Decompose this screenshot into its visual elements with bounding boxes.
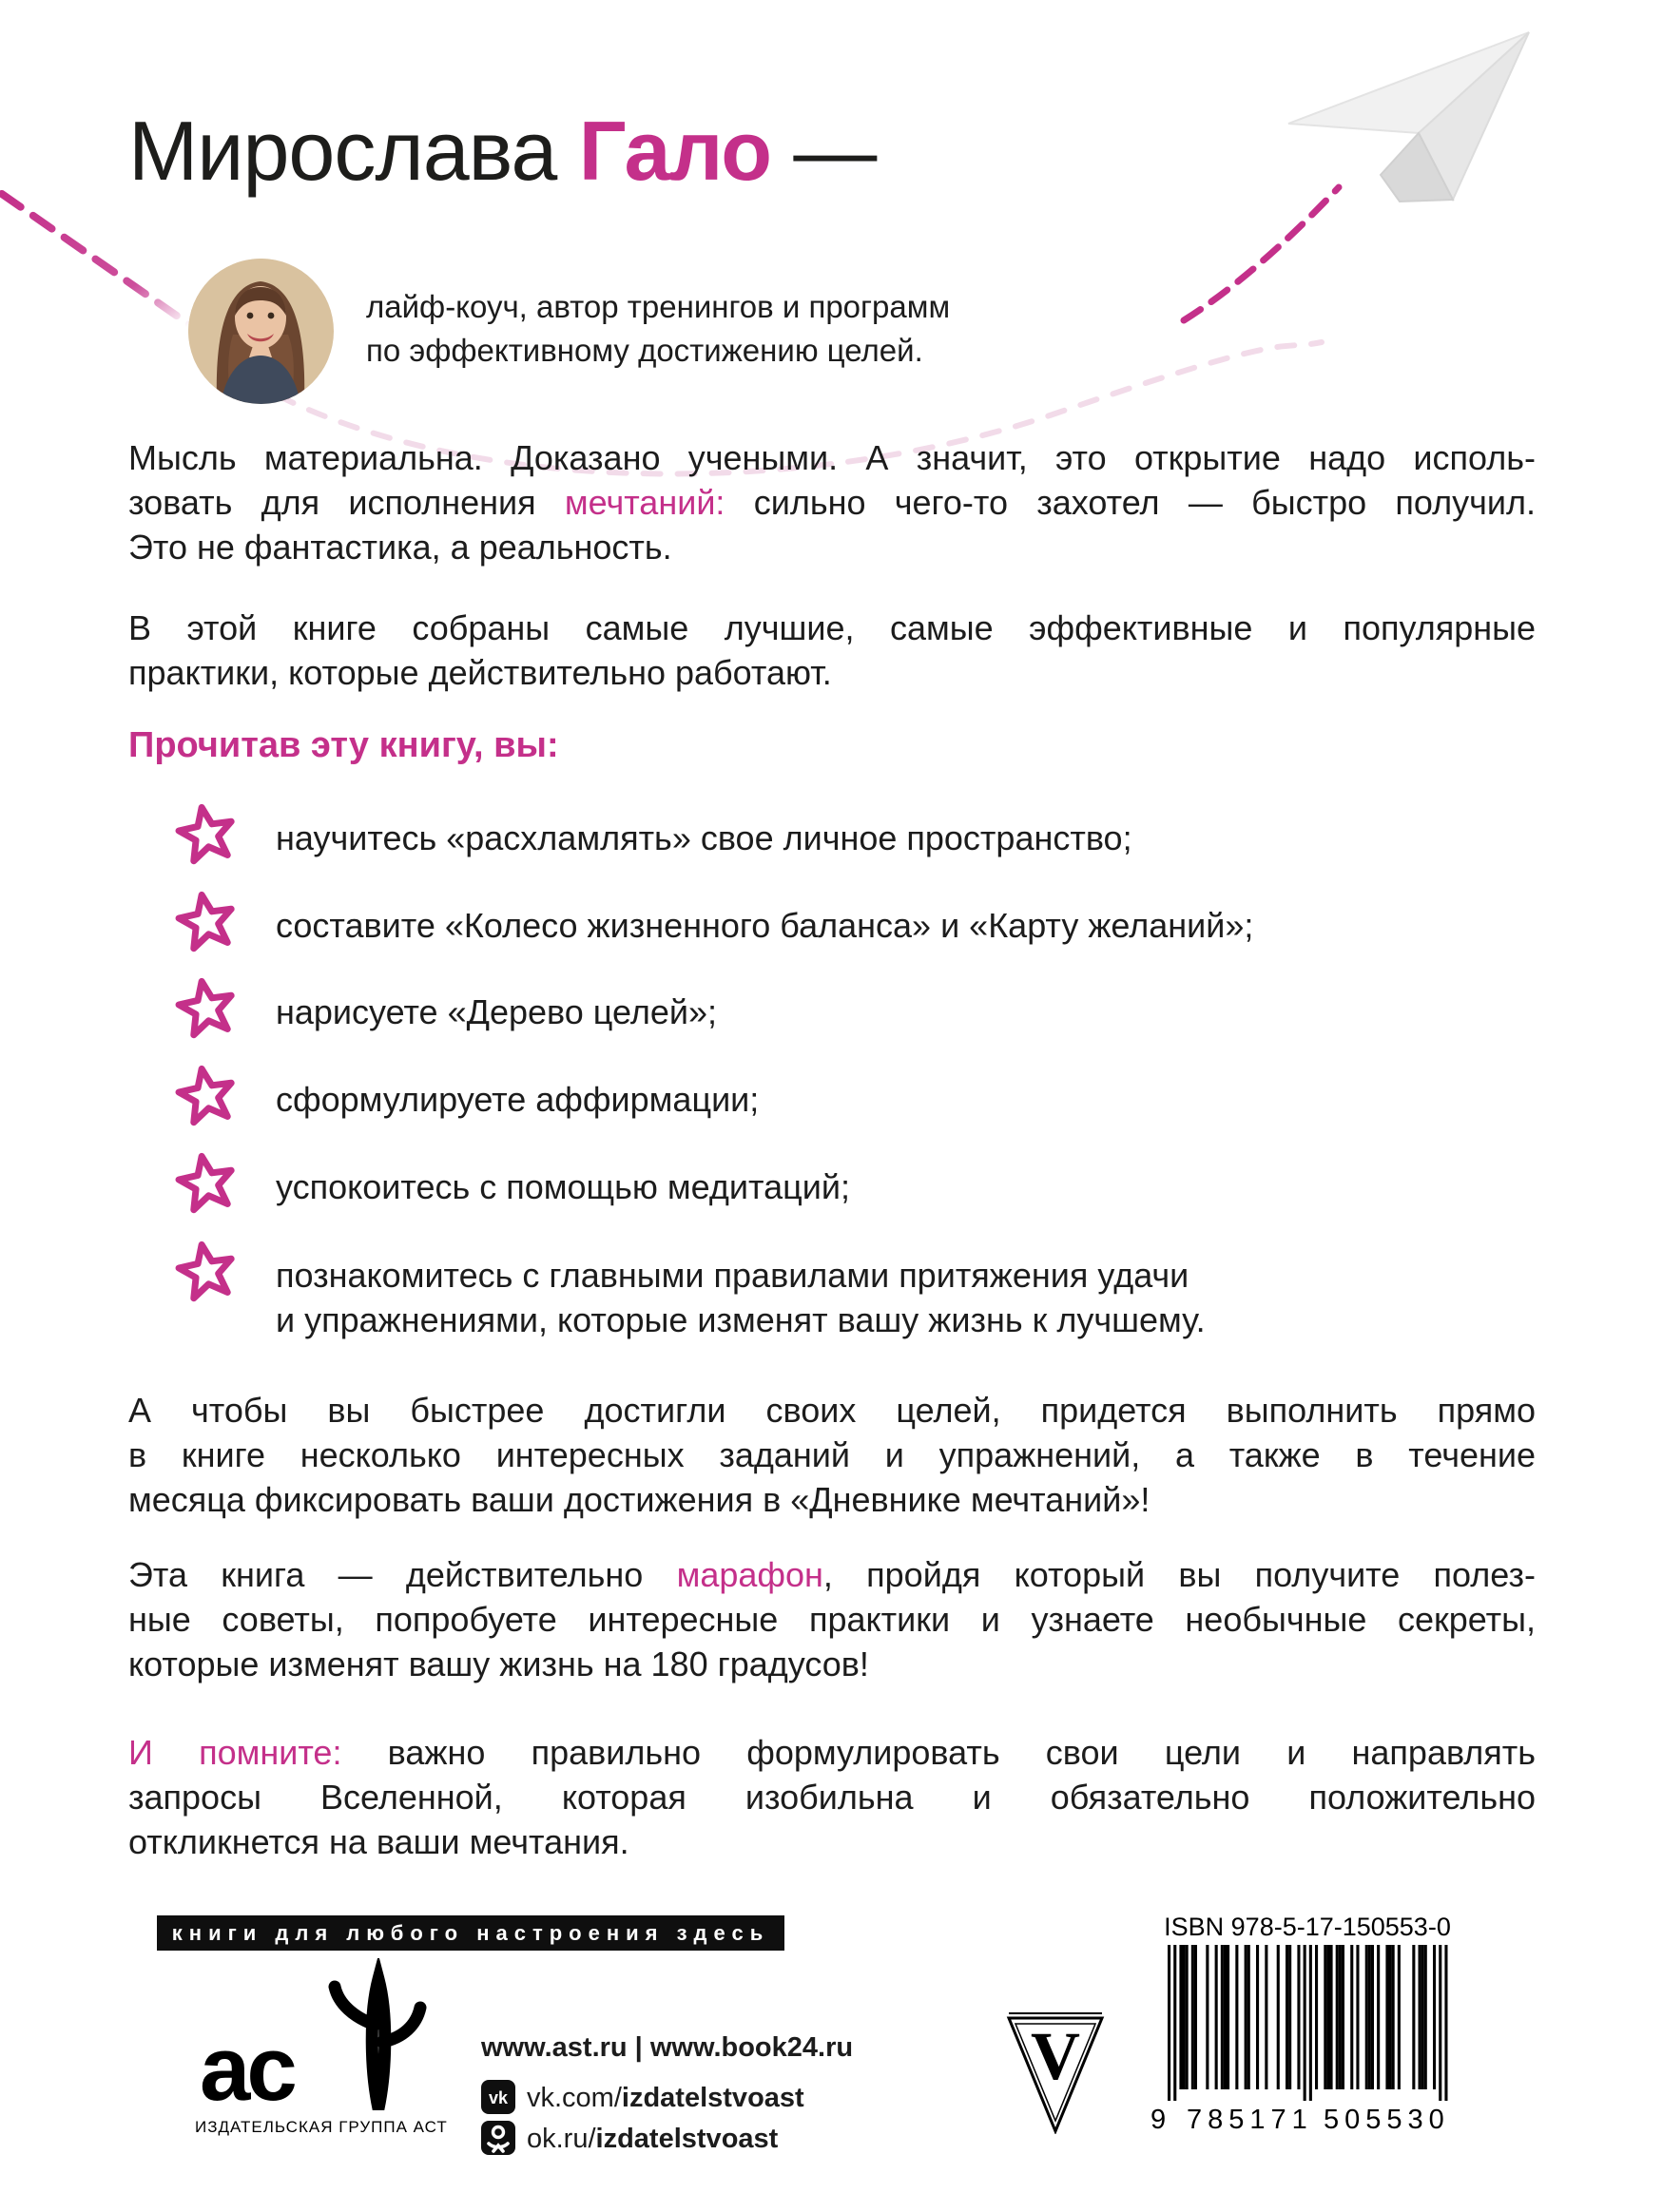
author-portrait-illustration (188, 259, 334, 404)
paragraph-remember: И помните: важно правильно формулировать свои цели и направлять запросы Вселенной, которая изобильна и обязательно положительно откликнется на ваши мечтания. (128, 1733, 1537, 1861)
ok-handle: izdatelstvoast (595, 2124, 779, 2154)
author-avatar (188, 259, 334, 404)
list-item-text: нарисуете «Дерево целей»; (276, 992, 717, 1031)
ast-logo (200, 1958, 447, 2139)
dashed-trail-top-left (0, 183, 200, 335)
list-heading: Прочитав эту книгу, вы: (128, 725, 559, 765)
vk-handle: izdatelstvoast (621, 2083, 804, 2113)
ast-caption: ИЗДАТЕЛЬСКАЯ ГРУППА АСТ (195, 2118, 448, 2136)
barcode-first-digit: 9 (1151, 2105, 1172, 2135)
list-item (128, 1065, 1517, 1122)
page-title (128, 103, 876, 200)
author-bio: лайф-коуч, автор тренингов и программ по эффективному достижению целей. (366, 289, 951, 368)
title-part2: — (770, 104, 877, 198)
list-item-text: научитесь «расхламлять» свое личное пространство; (276, 818, 1132, 857)
vk-icon (481, 2080, 515, 2114)
paragraph-tasks: А чтобы вы быстрее достигли своих целей, придется выполнить прямо в книге несколько интересных заданий и упражнений, а также в течение месяца фиксировать ваши достижения в «Дневнике мечтаний»! (128, 1391, 1536, 1519)
v-publisher-logo (1006, 2010, 1105, 2134)
star-icon (176, 803, 237, 869)
barcode-left-digits: 785171 (1187, 2105, 1313, 2135)
paragraph-marathon: Эта книга — действительно марафон, пройдя который вы получите полез- ные советы, попробуете интересные практики и узнаете необычные секреты, которые изменят вашу жизнь на 180 градусов! (128, 1555, 1537, 1683)
svg-text:vk: vk (488, 2088, 509, 2107)
publisher-banner: книги для любого настроения здесь (157, 1915, 784, 1951)
barcode-right-digits: 505530 (1324, 2105, 1450, 2135)
paragraph-best-practices: В этой книге собраны самые лучшие, самые эффективные и популярные практики, которые действительно работают. (128, 608, 1536, 692)
vk-link-text (527, 2083, 804, 2114)
star-icon (176, 1065, 237, 1130)
vk-link-row (481, 2080, 804, 2122)
ok-link-text (527, 2124, 778, 2155)
star-icon (176, 1152, 237, 1218)
star-icon (176, 891, 237, 956)
ast-logo-script: ас (200, 2018, 294, 2120)
barcode-bars (1151, 1945, 1464, 2112)
ok-icon (481, 2121, 515, 2155)
barcode (1151, 1945, 1464, 2135)
ok-link-row (481, 2121, 779, 2163)
title-part1: Мирослава (128, 104, 579, 198)
star-icon (176, 1241, 237, 1306)
star-icon (176, 977, 237, 1043)
ast-cactus-icon (312, 1958, 445, 2110)
paragraph-thought-material: Мысль материальна. Доказано учеными. А значит, это открытие надо исполь- зовать для исполнения мечтаний: сильно чего-то захотел — быстро получил. Это не фантастика, а реальность. (128, 438, 1536, 567)
list-item (128, 1152, 1517, 1209)
list-item (128, 977, 1517, 1034)
ok-prefix: ok.ru/ (527, 2124, 596, 2154)
list-item-text: составите «Колесо жизненного баланса» и «Карту желаний»; (276, 906, 1254, 945)
paper-plane-icon (1274, 11, 1559, 211)
list-item (128, 803, 1517, 860)
list-item-text: сформулируете аффирмации; (276, 1080, 760, 1119)
v-letter: V (1031, 2018, 1080, 2094)
vk-prefix: vk.com/ (527, 2083, 622, 2113)
publisher-websites: www.ast.ru | www.book24.ru (481, 2032, 854, 2063)
title-accent: Гало (578, 104, 771, 198)
list-item (128, 1241, 1517, 1342)
list-item-text: познакомитесь с главными правилами притяжения удачи и упражнениями, которые изменят вашу жизнь к лучшему. (276, 1256, 1206, 1339)
list-item (128, 891, 1517, 948)
list-item-text: успокоитесь с помощью медитаций; (276, 1167, 850, 1206)
isbn-label: ISBN 978-5-17-150553-0 (1164, 1913, 1451, 1941)
